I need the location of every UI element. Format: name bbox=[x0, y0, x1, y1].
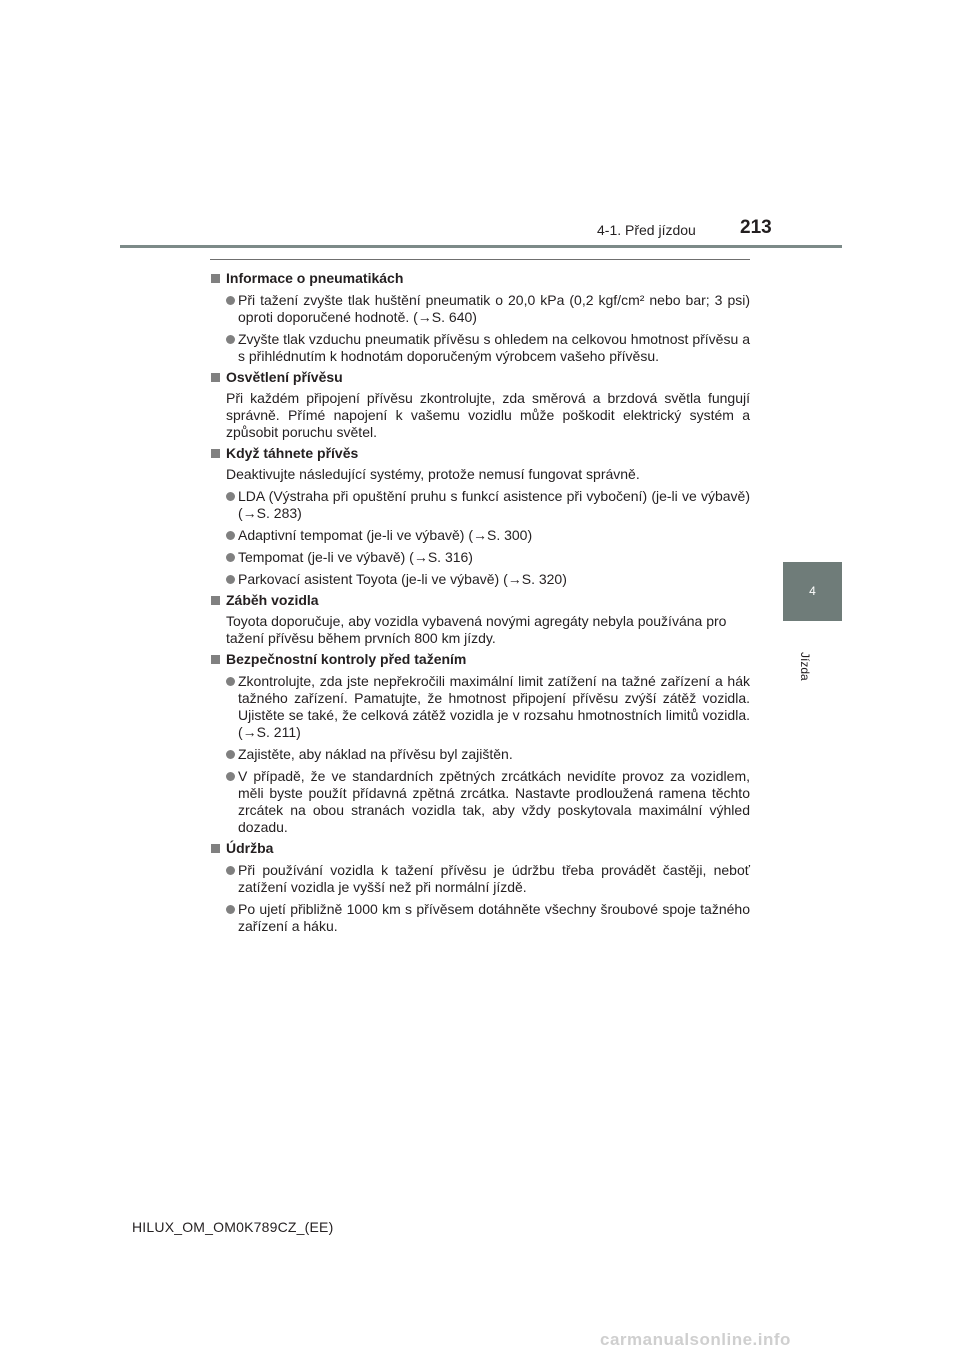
round-bullet-icon bbox=[226, 772, 235, 781]
square-bullet-icon bbox=[211, 449, 220, 458]
list-item: LDA (Výstraha při opuštění pruhu s funkcí asistence při vybočení) (je-li ve výbavě) (→S. 283) bbox=[210, 488, 750, 522]
content-body bbox=[210, 266, 750, 935]
round-bullet-icon bbox=[226, 531, 235, 540]
document-code: HILUX_OM_OM0K789CZ_(EE) bbox=[132, 1219, 334, 1235]
list-item: Při používání vozidla k tažení přívěsu je údržbu třeba provádět častěji, neboť zatížení vozidla je vyšší než při normální jízdě. bbox=[210, 862, 750, 896]
content-divider bbox=[210, 259, 750, 260]
list-item: V případě, že ve standardních zpětných zrcátkách nevidíte provoz za vozidlem, měli byste použít přídavná zpětná zrcátka. Nastavte prodloužená ramena těchto zrcátek na obou stranách vozidla tak, aby vždy poskytovala maximální výhled dozadu. bbox=[210, 768, 750, 836]
section-text: Toyota doporučuje, aby vozidla vybavená novými agregáty nebyla používána pro tažení přívěsu během prvních 800 km jízdy. bbox=[226, 613, 727, 646]
section-heading: Údržba bbox=[210, 840, 750, 857]
header-divider bbox=[120, 245, 842, 248]
chapter-tab-label: Jízda bbox=[798, 652, 812, 681]
list-item: Parkovací asistent Toyota (je-li ve výbavě) (→S. 320) bbox=[210, 571, 750, 588]
round-bullet-icon bbox=[226, 296, 235, 305]
section-text: Při každém připojení přívěsu zkontrolujte, zda směrová a brzdová světla fungují správně. Přímé napojení k vašemu vozidlu může poškodit elektrický systém a způsobit poruchu světel. bbox=[226, 390, 750, 440]
section-text: Deaktivujte následující systémy, protože nemusí fungovat správně. bbox=[226, 466, 640, 482]
round-bullet-icon bbox=[226, 677, 235, 686]
section-heading: Když táhnete přívěs bbox=[210, 445, 750, 462]
header-section-title: 4-1. Před jízdou bbox=[597, 222, 696, 238]
list-item: Zvyšte tlak vzduchu pneumatik přívěsu s ohledem na celkovou hmotnost přívěsu a s přihlédnutím k hodnotám doporučeným výrobcem vašeho přívěsu. bbox=[210, 331, 750, 365]
square-bullet-icon bbox=[211, 844, 220, 853]
watermark[interactable]: carmanualsonline.info bbox=[600, 1330, 791, 1349]
round-bullet-icon bbox=[226, 750, 235, 759]
list-item: Adaptivní tempomat (je-li ve výbavě) (→S. 300) bbox=[210, 527, 750, 544]
round-bullet-icon bbox=[226, 866, 235, 875]
list-item: Při tažení zvyšte tlak huštění pneumatik o 20,0 kPa (0,2 kgf/cm² nebo bar; 3 psi) oproti doporučené hodnotě. (→S. 640) bbox=[210, 292, 750, 326]
page-number: 213 bbox=[740, 217, 772, 238]
round-bullet-icon bbox=[226, 575, 235, 584]
list-item: Zajistěte, aby náklad na přívěsu byl zajištěn. bbox=[210, 746, 750, 763]
section-heading: Záběh vozidla bbox=[210, 592, 750, 609]
round-bullet-icon bbox=[226, 553, 235, 562]
square-bullet-icon bbox=[211, 373, 220, 382]
list-item: Tempomat (je-li ve výbavě) (→S. 316) bbox=[210, 549, 750, 566]
square-bullet-icon bbox=[211, 274, 220, 283]
section-heading: Bezpečnostní kontroly před tažením bbox=[210, 651, 750, 668]
chapter-tab[interactable]: 4 bbox=[783, 562, 842, 621]
list-item: Zkontrolujte, zda jste nepřekročili maximální limit zatížení na tažné zařízení a hák tažného zařízení. Pamatujte, že hmotnost připojení přívěsu zvýší zátěž vozidla. Ujistěte se také, že celková zátěž vozidla je v rozsahu hmotnostních limitů vozidla. (→S. 211) bbox=[210, 673, 750, 741]
list-item: Po ujetí přibližně 1000 km s přívěsem dotáhněte všechny šroubové spoje tažného zařízení a háku. bbox=[210, 901, 750, 935]
round-bullet-icon bbox=[226, 492, 235, 501]
square-bullet-icon bbox=[211, 655, 220, 664]
section-heading: Informace o pneumatikách bbox=[210, 270, 750, 287]
round-bullet-icon bbox=[226, 335, 235, 344]
square-bullet-icon bbox=[211, 596, 220, 605]
round-bullet-icon bbox=[226, 905, 235, 914]
section-heading: Osvětlení přívěsu bbox=[210, 369, 750, 386]
